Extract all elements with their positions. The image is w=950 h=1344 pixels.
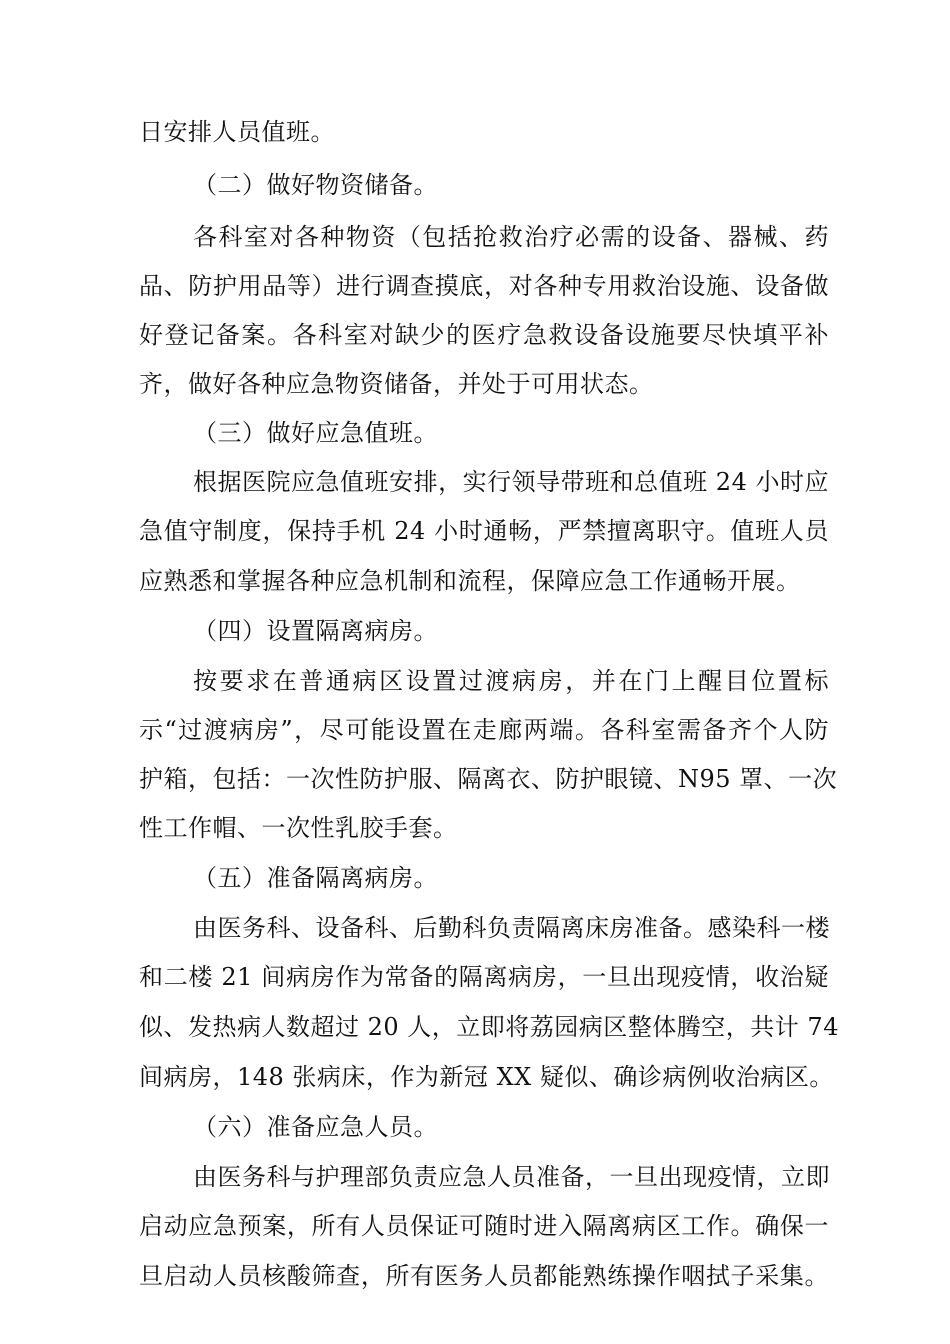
section-heading-5: （五）准备隔离病房。	[193, 864, 438, 892]
text-line-22: 由医务科与护理部负责应急人员准备，一旦出现疫情，立即	[193, 1163, 830, 1191]
text-line-20: 间病房，148 张病床，作为新冠 XX 疑似、确诊病例收治病区。	[139, 1063, 834, 1091]
text-line-6: 齐，做好各种应急物资储备，并处于可用状态。	[139, 370, 654, 398]
text-line-17: 由医务科、设备科、后勤科负责隔离床房准备。感染科一楼	[193, 914, 830, 942]
text-line-23: 启动应急预案，所有人员保证可随时进入隔离病区工作。确保一	[139, 1212, 829, 1240]
text-line-10: 应熟悉和掌握各种应急机制和流程，保障应急工作通畅开展。	[139, 567, 801, 595]
text-line-5: 好登记备案。各科室对缺少的医疗急救设备设施要尽快填平补	[139, 321, 829, 349]
text-line-1: 日安排人员值班。	[139, 118, 335, 146]
section-heading-6: （六）准备应急人员。	[193, 1113, 438, 1141]
text-line-12: 按要求在普通病区设置过渡病房，并在门上醒目位置标	[193, 667, 829, 695]
text-line-9: 急值守制度，保持手机 24 小时通畅，严禁擅离职守。值班人员	[139, 517, 829, 545]
section-heading-2: （二）做好物资储备。	[193, 171, 438, 199]
text-line-13: 示“过渡病房”，尽可能设置在走廊两端。各科室需备齐个人防	[139, 716, 829, 744]
text-line-14: 护箱，包括：一次性防护服、隔离衣、防护眼镜、N95 罩、一次	[139, 765, 838, 793]
text-line-24: 旦启动人员核酸筛查，所有医务人员都能熟练操作咽拭子采集。	[139, 1262, 829, 1290]
text-line-18: 和二楼 21 间病房作为常备的隔离病房，一旦出现疫情，收治疑	[139, 963, 829, 991]
text-line-19: 似、发热病人数超过 20 人，立即将荔园病区整体腾空，共计 74	[139, 1013, 839, 1041]
text-line-3: 各科室对各种物资（包括抢救治疗必需的设备、器械、药	[193, 223, 829, 251]
text-line-4: 品、防护用品等）进行调查摸底，对各种专用救治设施、设备做	[139, 272, 829, 300]
section-heading-3: （三）做好应急值班。	[193, 419, 438, 447]
section-heading-4: （四）设置隔离病房。	[193, 617, 438, 645]
text-line-15: 性工作帽、一次性乳胶手套。	[139, 814, 458, 842]
text-line-8: 根据医院应急值班安排，实行领导带班和总值班 24 小时应	[193, 468, 829, 496]
